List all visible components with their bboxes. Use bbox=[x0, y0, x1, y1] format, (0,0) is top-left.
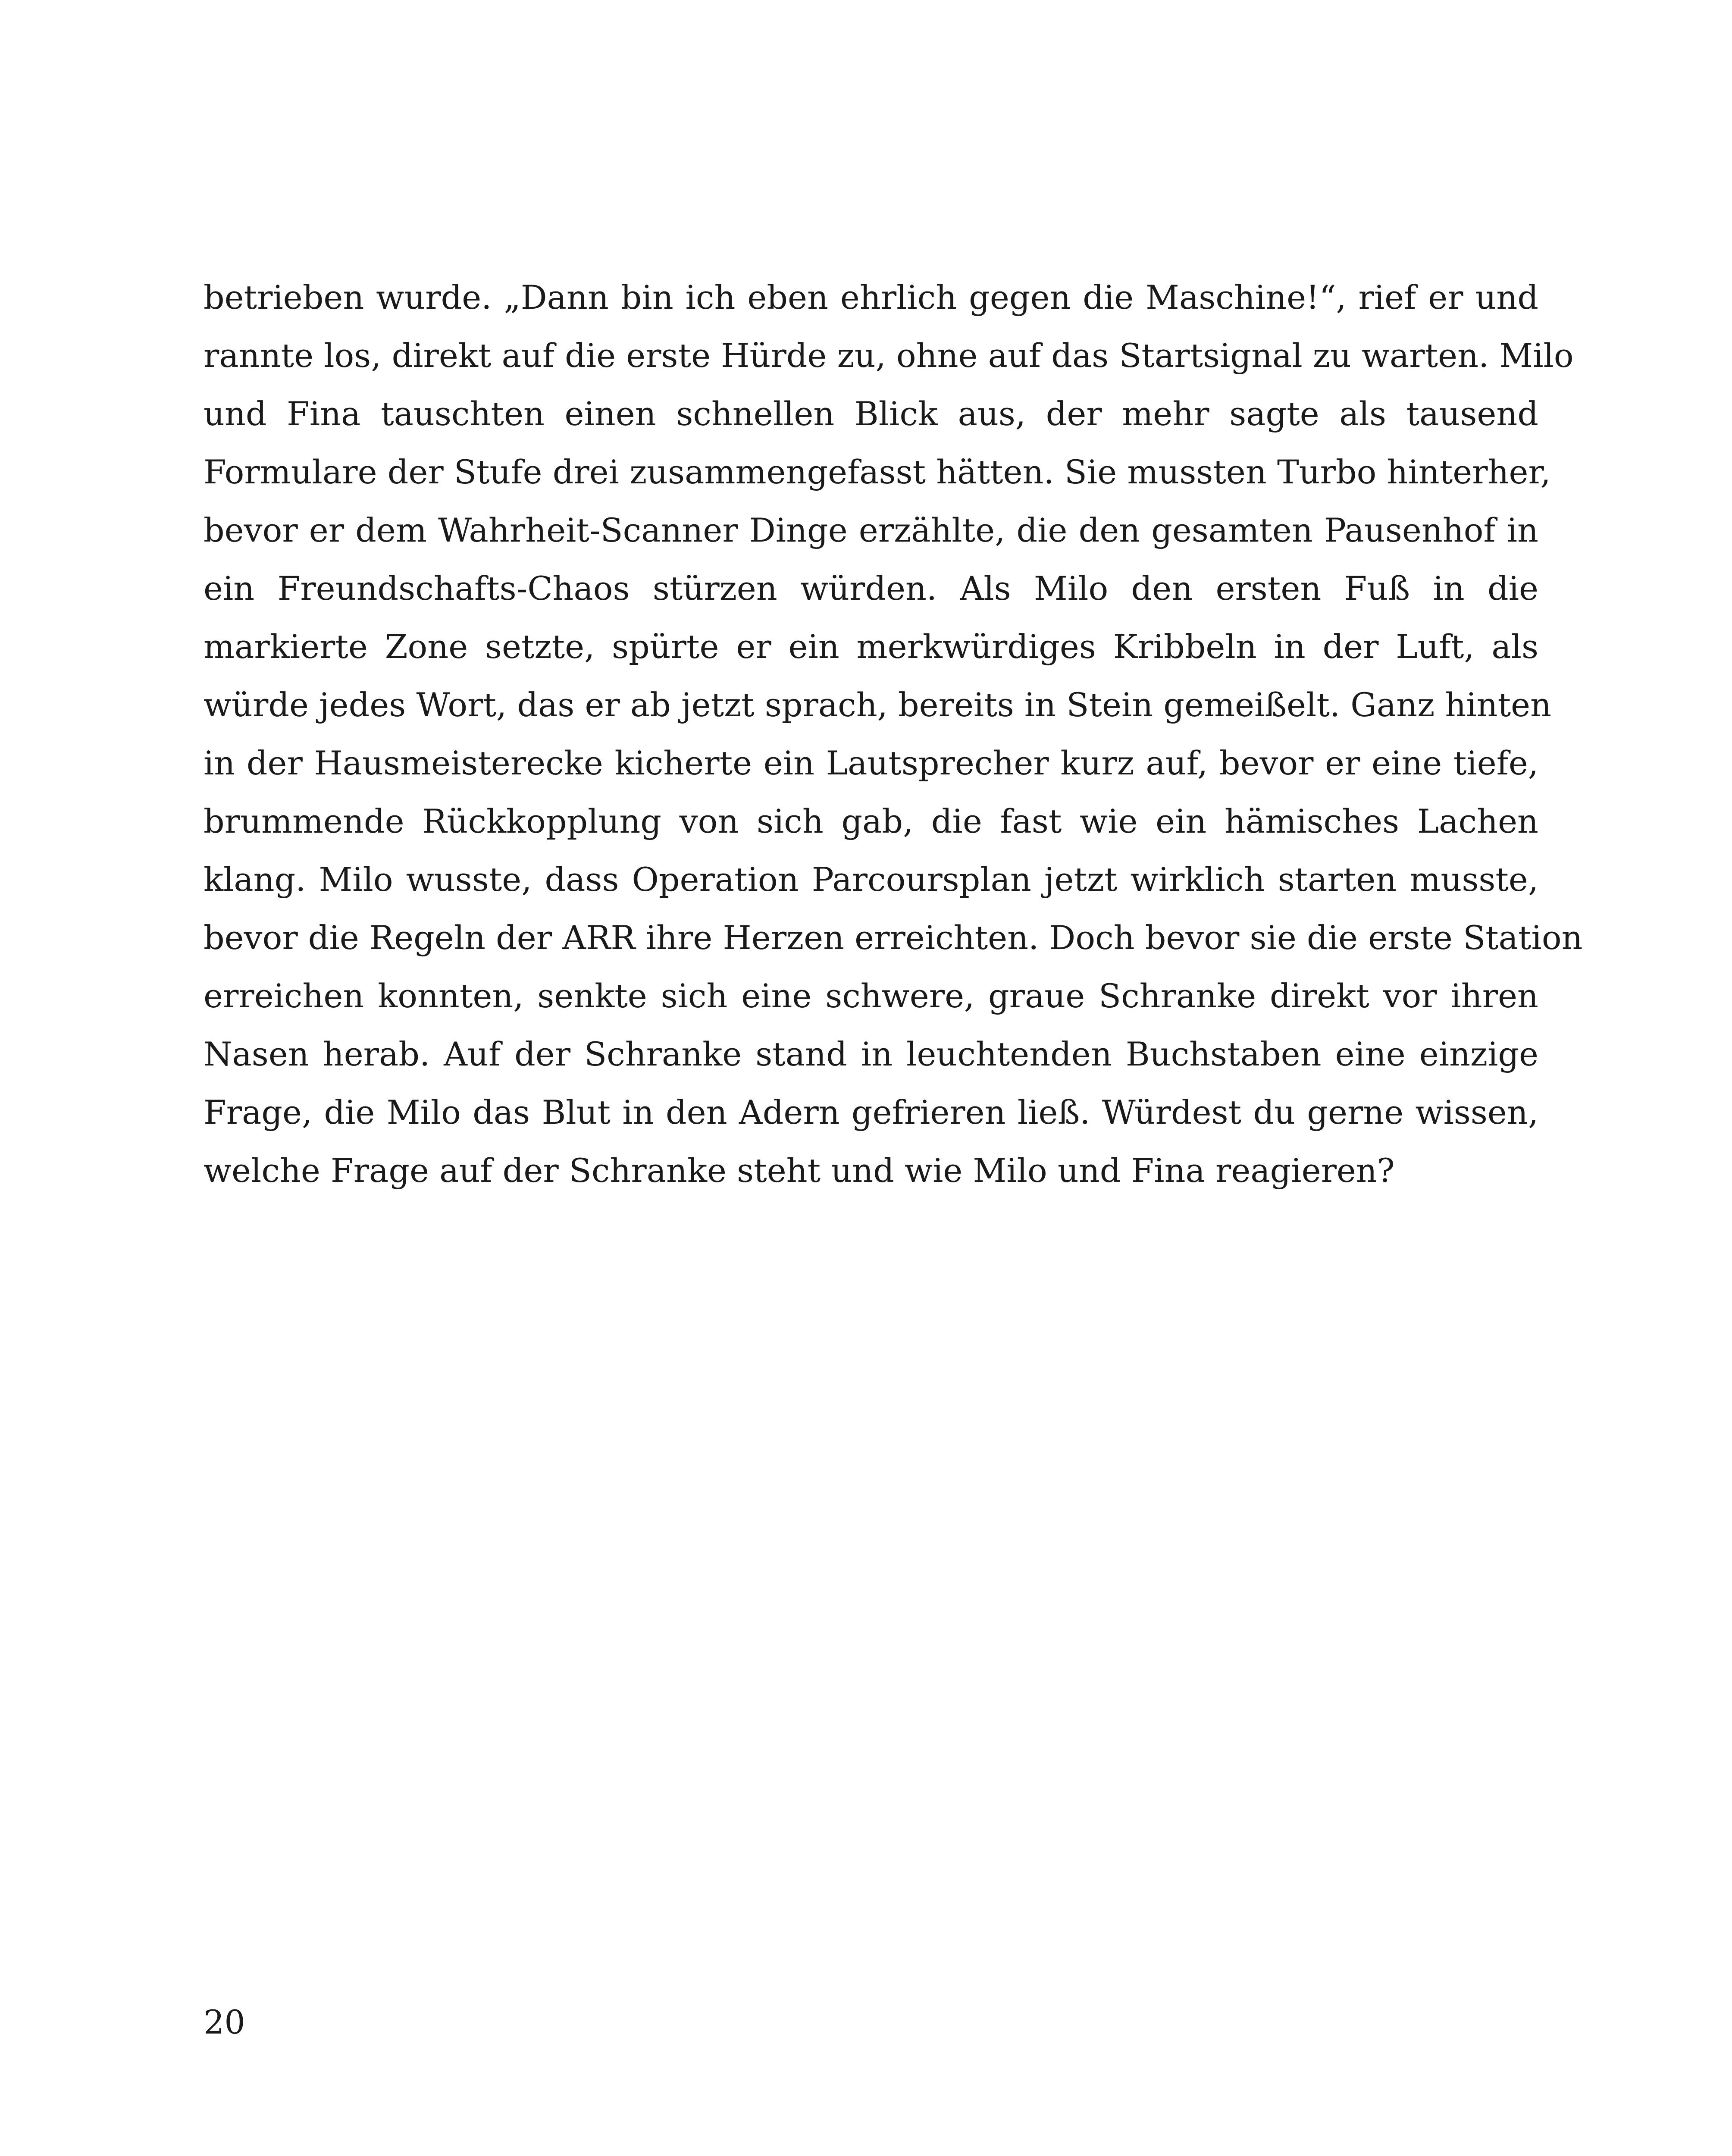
text-line: bevor er dem Wahrheit-Scanner Dinge erzählte, die den gesamten Pausenhof in bbox=[204, 511, 1538, 549]
text-line: Frage, die Milo das Blut in den Adern gefrieren ließ. Würdest du gerne wissen, bbox=[204, 1093, 1538, 1131]
text-line: klang. Milo wusste, dass Operation Parcoursplan jetzt wirklich starten musste, bbox=[204, 860, 1538, 899]
text-line: und Fina tauschten einen schnellen Blick aus, der mehr sagte als tausend bbox=[204, 395, 1538, 433]
text-line: brummende Rückkopplung von sich gab, die fast wie ein hämisches Lachen bbox=[204, 802, 1538, 840]
text-line: betrieben wurde. „Dann bin ich eben ehrlich gegen die Maschine!“, rief er und bbox=[204, 278, 1538, 317]
text-line: markierte Zone setzte, spürte er ein merkwürdiges Kribbeln in der Luft, als bbox=[204, 627, 1538, 666]
body-paragraph bbox=[204, 268, 1583, 1200]
text-line: Formulare der Stufe drei zusammengefasst hätten. Sie mussten Turbo hinterher, bbox=[204, 453, 1551, 491]
text-line: bevor die Regeln der ARR ihre Herzen erreichten. Doch bevor sie die erste Station bbox=[204, 918, 1583, 957]
text-line: Nasen herab. Auf der Schranke stand in leuchtenden Buchstaben eine einzige bbox=[204, 1035, 1538, 1073]
text-line: welche Frage auf der Schranke steht und wie Milo und Fina reagieren? bbox=[204, 1151, 1395, 1190]
text-line: ein Freundschafts-Chaos stürzen würden. Als Milo den ersten Fuß in die bbox=[204, 569, 1538, 608]
text-line: würde jedes Wort, das er ab jetzt sprach, bereits in Stein gemeißelt. Ganz hinten bbox=[204, 686, 1552, 724]
text-line: in der Hausmeisterecke kicherte ein Lautsprecher kurz auf, bevor er eine tiefe, bbox=[204, 744, 1538, 782]
text-line: erreichen konnten, senkte sich eine schwere, graue Schranke direkt vor ihren bbox=[204, 977, 1538, 1015]
page-number: 20 bbox=[204, 2003, 245, 2041]
text-line: rannte los, direkt auf die erste Hürde zu, ohne auf das Startsignal zu warten. Milo bbox=[204, 336, 1574, 375]
